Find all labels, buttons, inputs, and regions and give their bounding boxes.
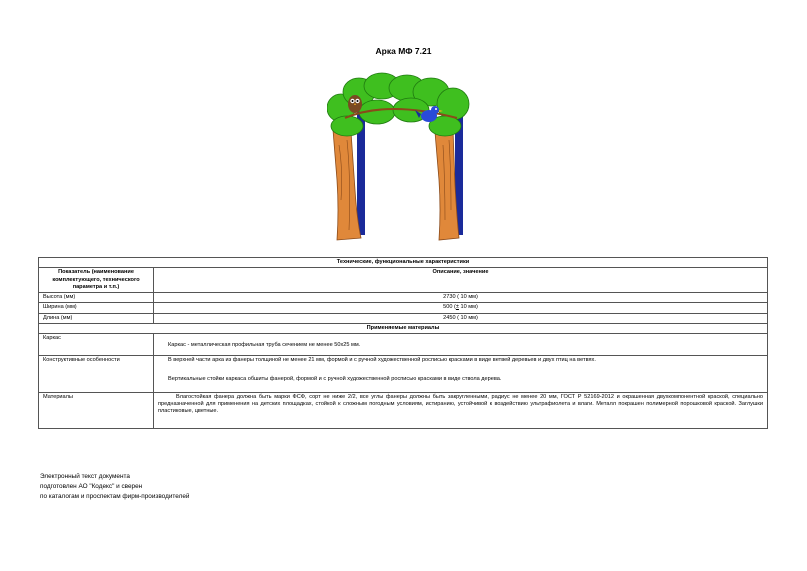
desc-column-header: Описание, значение — [154, 268, 768, 293]
value-width: 500 (± 10 мм) — [154, 303, 768, 313]
param-frame: Каркас — [39, 334, 154, 356]
table-row — [39, 293, 768, 303]
materials-header-row — [39, 323, 768, 333]
value-height: 2730 ( 10 мм) — [154, 293, 768, 303]
spec-table — [38, 257, 768, 429]
footer-line-1: Электронный текст документа — [40, 473, 130, 480]
footer-note — [40, 472, 189, 502]
construction-description: В верхней части арка из фанеры толщиной не менее 21 мм, формой и с ручной художественной росписью красками в виде ветвей деревьев и двух птиц на ветвях. Вертикальные стойки каркаса обшиты фанерой, формой и с ручной художественной росписью красками в виде ствола дерева. — [154, 356, 768, 393]
table-row — [39, 334, 768, 356]
tech-header: Технические, функциональные характеристики — [39, 258, 768, 268]
arch-illustration — [327, 70, 477, 245]
frame-description: Каркас - металлическая профильная труба сечением не менее 50х25 мм. — [154, 334, 768, 356]
column-header-row — [39, 268, 768, 293]
footer-line-2: подготовлен АО "Кодекс" и сверен — [40, 483, 143, 490]
table-row — [39, 313, 768, 323]
param-column-header: Показатель (наименование комплектующего, технического параметра и т.п.) — [39, 268, 154, 293]
param-construction: Конструктивные особенности — [39, 356, 154, 393]
table-row — [39, 392, 768, 428]
value-length: 2450 ( 10 мм) — [154, 313, 768, 323]
param-height: Высота (мм) — [39, 293, 154, 303]
param-width: Ширина (мм) — [39, 303, 154, 313]
materials-header: Применяемые материалы — [39, 323, 768, 333]
materials-description: Влагостойкая фанера должна быть марки ФСФ, сорт не ниже 2/2, все углы фанеры должны быть закругленными, радиус не менее 20 мм, ГОСТ Р 52169-2012 и окрашенная двухкомпонентной краской, специально предназначенной для применения на детских площадках, стойкой к сложным погодным условиям, истиранию, устойчивой к воздействию ультрафиолета и влаги. Металл покрашен полимерной порошковой краской. Заглушки пластиковые, цветные. — [154, 392, 768, 428]
table-row — [39, 356, 768, 393]
table-row — [39, 303, 768, 313]
spec-header-row — [39, 258, 768, 268]
page-title: Арка МФ 7.21 — [375, 46, 432, 56]
owl-icon — [348, 95, 362, 113]
param-materials: Материалы — [39, 392, 154, 428]
param-length: Длина (мм) — [39, 313, 154, 323]
left-trunk — [333, 128, 361, 240]
footer-line-3: по каталогам и проспектам фирм-производителей — [40, 493, 190, 500]
